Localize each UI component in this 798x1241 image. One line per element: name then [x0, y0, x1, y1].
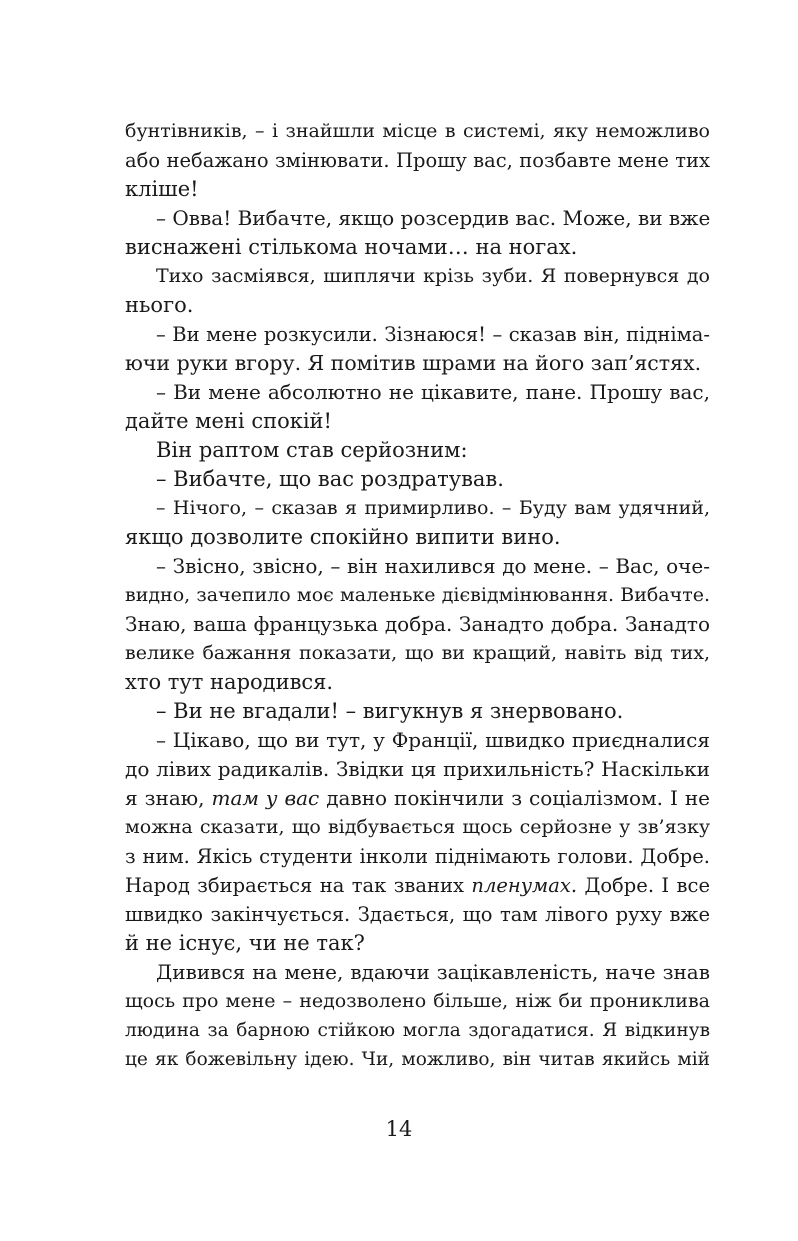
text-line: Знаю, ваша французька добра. Занадто добра. Занадто	[125, 612, 710, 636]
text-line: – Овва! Вибачте, якщо розсердив вас. Може, ви вже	[156, 206, 711, 230]
text-line: – Вибачте, що вас роздратував.	[156, 467, 504, 491]
text-line: ючи руки вгору. Я помітив шрами на його зап’ястях.	[125, 351, 702, 375]
text-line: – Ви не вгадали! – вигукнув я знервовано.	[156, 699, 624, 723]
text-line: Він раптом став серйозним:	[156, 438, 468, 462]
text-line: дайте мені спокій!	[125, 409, 332, 433]
italic-phrase: там у вас	[211, 786, 320, 810]
text-segment: Народ збирається на так званих	[125, 874, 472, 897]
text-line: – Ви мене абсолютно не цікавите, пане. Прошу вас,	[156, 380, 710, 404]
text-line: можна сказати, що відбувається щось серйозне у зв’язку	[125, 816, 710, 838]
page-number: 14	[385, 1117, 413, 1141]
text-line: бунтівників, – і знайшли місце в системі, яку неможливо	[125, 120, 710, 142]
text-line: з ним. Якісь студенти інколи піднімають голови. Добре.	[125, 845, 710, 868]
text-line	[125, 871, 710, 900]
text-segment: . Добре. І все	[570, 874, 710, 897]
text-line: щось про мене – недозволено більше, ніж би прониклива	[125, 990, 710, 1012]
text-line: якщо дозволите спокійно випити вино.	[125, 525, 561, 549]
text-line: хто тут народився.	[125, 670, 334, 694]
text-line: виснажені стількома ночами… на ногах.	[125, 235, 578, 259]
text-line	[125, 784, 710, 813]
text-line: – Ви мене розкусили. Зізнаюся! – сказав він, підніма-	[156, 323, 710, 346]
text-line: – Цікаво, що ви тут, у Франції, швидко приєдналися	[156, 728, 710, 752]
text-line: велике бажання показати, що ви кращий, навіть від тих,	[125, 642, 710, 664]
text-line: або небажано змінювати. Прошу вас, позбавте мене тих	[125, 149, 710, 172]
text-line: – Нічого, – сказав я примирливо. – Буду вам удячний,	[156, 497, 710, 519]
text-line: й не існує, чи не так?	[125, 931, 365, 955]
text-segment: давно покінчили з соціалізмом. І не	[319, 786, 710, 810]
text-line: нього.	[125, 293, 194, 317]
text-line: це як божевільну ідею. Чи, можливо, він читав якийсь мій	[125, 1049, 710, 1070]
text-segment: я знаю,	[125, 786, 212, 810]
text-line: Дивився на мене, вдаючи зацікавленість, наче знав	[156, 960, 710, 984]
text-line: – Звісно, звісно, – він нахилився до мене. – Вас, оче-	[156, 554, 710, 578]
text-line: кліше!	[125, 177, 199, 201]
text-line: швидко закінчується. Здається, що там лівого руху вже	[125, 903, 710, 926]
text-line: видно, зачепило моє маленьке дієвідмінювання. Вибачте.	[125, 584, 710, 606]
italic-phrase: пленумах	[471, 874, 571, 897]
text-line: Тихо засміявся, шиплячи крізь зуби. Я повернувся до	[156, 265, 710, 287]
text-line: до лівих радикалів. Звідки ця прихильність? Наскільки	[125, 757, 710, 781]
text-line: людина за барною стійкою могла здогадатися. Я відкинув	[125, 1020, 710, 1041]
body-text	[125, 117, 710, 1074]
